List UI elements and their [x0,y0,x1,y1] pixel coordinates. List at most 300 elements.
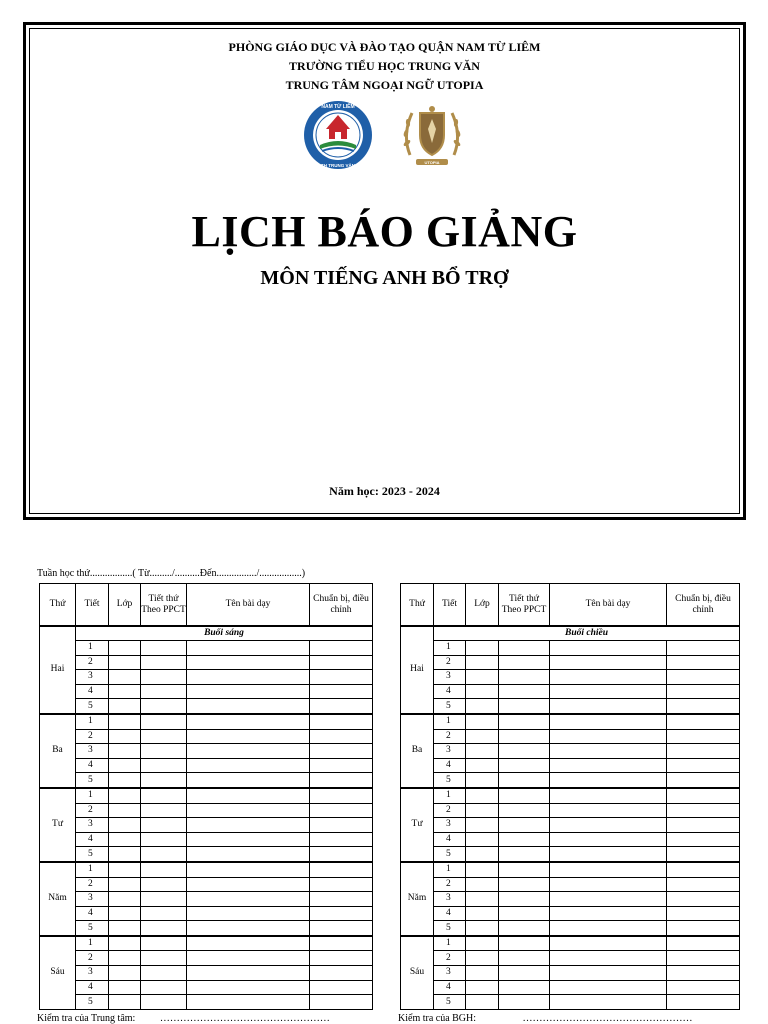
class-cell[interactable] [466,699,499,714]
period-cell: 3 [434,966,466,981]
class-cell[interactable] [466,684,499,699]
notes-cell[interactable] [310,773,373,788]
day-cell: Tư [40,788,76,862]
notes-cell[interactable] [667,641,740,656]
table-row [401,803,740,818]
class-cell[interactable] [466,758,499,773]
lesson-cell[interactable] [187,729,310,744]
notes-cell[interactable] [667,729,740,744]
lesson-cell[interactable] [550,980,667,995]
notes-cell[interactable] [310,699,373,714]
lesson-cell[interactable] [187,684,310,699]
day-cell: Sáu [401,936,434,1009]
lesson-cell[interactable] [550,877,667,892]
lesson-cell[interactable] [550,862,667,877]
ppct-cell[interactable] [499,655,550,670]
ppct-cell[interactable] [499,788,550,803]
session-label: Buổi sáng [76,626,373,641]
lesson-cell[interactable] [550,818,667,833]
table-row [40,684,373,699]
ppct-cell[interactable] [141,803,187,818]
table-row [401,758,740,773]
period-cell: 1 [76,862,109,877]
svg-text:UTOPIA: UTOPIA [423,160,440,165]
class-cell[interactable] [109,921,141,936]
notes-cell[interactable] [667,655,740,670]
period-cell: 3 [76,892,109,907]
class-cell[interactable] [109,744,141,759]
class-cell[interactable] [109,714,141,729]
left-footer [37,1013,330,1024]
ppct-cell[interactable] [499,921,550,936]
table-row [40,936,373,951]
notes-cell[interactable] [310,758,373,773]
table-row [40,832,373,847]
period-cell: 4 [434,832,466,847]
lesson-cell[interactable] [187,773,310,788]
period-cell: 1 [434,862,466,877]
table-row [40,670,373,685]
table-row [401,788,740,803]
class-cell[interactable] [109,966,141,981]
ppct-cell[interactable] [141,995,187,1010]
lesson-cell[interactable] [550,788,667,803]
notes-cell[interactable] [310,877,373,892]
ppct-cell[interactable] [499,818,550,833]
table-row [401,684,740,699]
class-cell[interactable] [109,758,141,773]
class-cell[interactable] [466,788,499,803]
class-cell[interactable] [109,995,141,1010]
ppct-cell[interactable] [499,966,550,981]
table-row [401,892,740,907]
lesson-cell[interactable] [187,655,310,670]
class-cell[interactable] [466,773,499,788]
table-row [401,877,740,892]
ppct-cell[interactable] [499,995,550,1010]
notes-cell[interactable] [310,921,373,936]
lesson-cell[interactable] [187,951,310,966]
period-cell: 3 [434,670,466,685]
period-cell: 5 [434,773,466,788]
morning-schedule-table [39,583,373,1010]
lesson-cell[interactable] [550,670,667,685]
notes-cell[interactable] [667,936,740,951]
column-header: Thứ [401,584,434,627]
lesson-cell[interactable] [187,877,310,892]
class-cell[interactable] [466,966,499,981]
lesson-cell[interactable] [187,862,310,877]
class-cell[interactable] [109,803,141,818]
notes-cell[interactable] [310,714,373,729]
period-cell: 5 [76,921,109,936]
class-cell[interactable] [109,773,141,788]
ppct-cell[interactable] [499,877,550,892]
notes-cell[interactable] [310,670,373,685]
column-header: Tiết thứ Theo PPCT [499,584,550,627]
notes-cell[interactable] [667,980,740,995]
period-cell: 1 [76,788,109,803]
period-cell: 3 [434,744,466,759]
lesson-cell[interactable] [187,966,310,981]
day-cell: Sáu [40,936,76,1009]
table-row [40,744,373,759]
notes-cell[interactable] [667,773,740,788]
ppct-cell[interactable] [499,906,550,921]
ppct-cell[interactable] [499,980,550,995]
ppct-cell[interactable] [141,714,187,729]
ppct-cell[interactable] [499,744,550,759]
class-cell[interactable] [466,892,499,907]
table-row [401,995,740,1010]
table-row [40,788,373,803]
ppct-cell[interactable] [499,699,550,714]
period-cell: 3 [76,966,109,981]
header-line-1: PHÒNG GIÁO DỤC VÀ ĐÀO TẠO QUẬN NAM TỪ LIÊM [228,40,541,54]
period-cell: 5 [434,921,466,936]
notes-cell[interactable] [667,699,740,714]
ppct-cell[interactable] [141,744,187,759]
notes-cell[interactable] [667,966,740,981]
period-cell: 2 [76,729,109,744]
notes-cell[interactable] [667,788,740,803]
notes-cell[interactable] [667,684,740,699]
period-cell: 3 [434,892,466,907]
lesson-cell[interactable] [550,655,667,670]
table-row [401,847,740,862]
table-row [401,906,740,921]
period-cell: 4 [434,758,466,773]
ppct-cell[interactable] [499,847,550,862]
table-row [40,641,373,656]
ppct-cell[interactable] [499,862,550,877]
ppct-cell[interactable] [141,788,187,803]
notes-cell[interactable] [667,877,740,892]
ppct-cell[interactable] [141,862,187,877]
column-header: Thứ [40,584,76,627]
class-cell[interactable] [109,684,141,699]
notes-cell[interactable] [310,951,373,966]
lesson-cell[interactable] [187,758,310,773]
class-cell[interactable] [466,803,499,818]
ppct-cell[interactable] [499,670,550,685]
period-cell: 1 [434,936,466,951]
table-row [40,862,373,877]
header-line-3: TRUNG TÂM NGOẠI NGỮ UTOPIA [285,78,484,92]
class-cell[interactable] [109,699,141,714]
day-cell: Năm [40,862,76,936]
lesson-cell[interactable] [550,729,667,744]
lesson-cell[interactable] [550,892,667,907]
class-cell[interactable] [466,995,499,1010]
notes-cell[interactable] [667,714,740,729]
period-cell: 4 [434,906,466,921]
cover-inner-frame [29,28,740,514]
notes-cell[interactable] [667,862,740,877]
notes-cell[interactable] [667,951,740,966]
notes-cell[interactable] [310,995,373,1010]
utopia-logo [396,99,468,171]
class-cell[interactable] [109,847,141,862]
class-cell[interactable] [466,641,499,656]
column-header: Chuẩn bị, điều chỉnh [310,584,373,627]
period-cell: 1 [76,714,109,729]
table-row [401,744,740,759]
lesson-cell[interactable] [550,995,667,1010]
lesson-cell[interactable] [187,818,310,833]
notes-cell[interactable] [310,729,373,744]
class-cell[interactable] [466,906,499,921]
ppct-cell[interactable] [499,773,550,788]
notes-cell[interactable] [667,744,740,759]
period-cell: 1 [434,714,466,729]
period-cell: 2 [76,877,109,892]
notes-cell[interactable] [310,803,373,818]
table-row [401,921,740,936]
class-cell[interactable] [466,847,499,862]
class-cell[interactable] [109,788,141,803]
period-cell: 4 [434,684,466,699]
notes-cell[interactable] [667,818,740,833]
ppct-cell[interactable] [141,936,187,951]
table-row [401,832,740,847]
day-cell: Hai [40,626,76,714]
notes-cell[interactable] [310,862,373,877]
class-cell[interactable] [466,936,499,951]
logo-row [30,99,739,171]
notes-cell[interactable] [310,818,373,833]
table-row [401,699,740,714]
notes-cell[interactable] [667,906,740,921]
notes-cell[interactable] [667,670,740,685]
lesson-cell[interactable] [187,892,310,907]
class-cell[interactable] [466,729,499,744]
notes-cell[interactable] [310,980,373,995]
notes-cell[interactable] [310,788,373,803]
column-header: Tiết thứ Theo PPCT [141,584,187,627]
lesson-cell[interactable] [550,966,667,981]
lesson-cell[interactable] [550,758,667,773]
ppct-cell[interactable] [499,892,550,907]
class-cell[interactable] [109,832,141,847]
lesson-cell[interactable] [550,832,667,847]
notes-cell[interactable] [667,758,740,773]
ppct-cell[interactable] [141,670,187,685]
notes-cell[interactable] [310,936,373,951]
notes-cell[interactable] [667,892,740,907]
lesson-cell[interactable] [550,684,667,699]
class-cell[interactable] [109,818,141,833]
table-row [401,936,740,951]
class-cell[interactable] [466,744,499,759]
lesson-cell[interactable] [550,847,667,862]
lesson-cell[interactable] [550,951,667,966]
lesson-cell[interactable] [550,744,667,759]
class-cell[interactable] [466,832,499,847]
lesson-cell[interactable] [187,995,310,1010]
lesson-cell[interactable] [187,980,310,995]
table-row [401,980,740,995]
ppct-cell[interactable] [141,684,187,699]
ppct-cell[interactable] [141,729,187,744]
svg-text:NAM TỪ LIÊM: NAM TỪ LIÊM [320,104,355,110]
school-year: Năm học: 2023 - 2024 [329,484,440,498]
ppct-cell[interactable] [499,714,550,729]
period-cell: 3 [76,744,109,759]
class-cell[interactable] [109,980,141,995]
ppct-cell[interactable] [141,951,187,966]
ppct-cell[interactable] [141,655,187,670]
ppct-cell[interactable] [141,699,187,714]
page-title: LỊCH BÁO GIẢNG [191,207,578,256]
period-cell: 5 [434,995,466,1010]
period-cell: 3 [76,670,109,685]
class-cell[interactable] [466,862,499,877]
table-row [40,921,373,936]
header-row [401,584,740,627]
table-row [40,699,373,714]
period-cell: 1 [76,936,109,951]
ppct-cell[interactable] [141,892,187,907]
table-row [40,906,373,921]
ppct-cell[interactable] [499,684,550,699]
class-cell[interactable] [109,670,141,685]
ppct-cell[interactable] [499,641,550,656]
class-cell[interactable] [466,980,499,995]
ppct-cell[interactable] [141,877,187,892]
ppct-cell[interactable] [141,906,187,921]
lesson-cell[interactable] [187,906,310,921]
period-cell: 1 [434,788,466,803]
period-cell: 5 [76,773,109,788]
lesson-cell[interactable] [550,803,667,818]
class-cell[interactable] [466,670,499,685]
lesson-cell[interactable] [187,744,310,759]
lesson-cell[interactable] [550,641,667,656]
notes-cell[interactable] [310,641,373,656]
lesson-cell[interactable] [550,773,667,788]
period-cell: 3 [76,818,109,833]
class-cell[interactable] [466,921,499,936]
ppct-cell[interactable] [499,832,550,847]
header-row [40,584,373,627]
notes-cell[interactable] [667,803,740,818]
lesson-cell[interactable] [187,803,310,818]
right-footer-label: Kiểm tra của BGH: [398,1013,477,1024]
notes-cell[interactable] [667,995,740,1010]
ppct-cell[interactable] [499,951,550,966]
ppct-cell[interactable] [141,966,187,981]
class-cell[interactable] [109,729,141,744]
ppct-cell[interactable] [141,758,187,773]
ppct-cell[interactable] [499,729,550,744]
notes-cell[interactable] [667,832,740,847]
week-line: Tuần học thứ.................( Từ........./..........Đến................/.................) [37,568,306,579]
class-cell[interactable] [109,655,141,670]
lesson-cell[interactable] [187,788,310,803]
lesson-cell[interactable] [550,936,667,951]
notes-cell[interactable] [667,921,740,936]
notes-cell[interactable] [310,892,373,907]
table-row [401,951,740,966]
table-row [401,641,740,656]
class-cell[interactable] [466,818,499,833]
notes-cell[interactable] [667,847,740,862]
class-cell[interactable] [109,892,141,907]
table-row [40,995,373,1010]
period-cell: 4 [76,758,109,773]
period-cell: 3 [434,818,466,833]
ppct-cell[interactable] [141,980,187,995]
lesson-cell[interactable] [187,936,310,951]
lesson-cell[interactable] [550,906,667,921]
lesson-cell[interactable] [550,699,667,714]
lesson-cell[interactable] [187,699,310,714]
ppct-cell[interactable] [141,818,187,833]
period-cell: 4 [76,906,109,921]
lesson-cell[interactable] [187,847,310,862]
notes-cell[interactable] [310,684,373,699]
class-cell[interactable] [109,641,141,656]
column-header: Lớp [109,584,141,627]
period-cell: 5 [434,847,466,862]
class-cell[interactable] [109,877,141,892]
notes-cell[interactable] [310,966,373,981]
ppct-cell[interactable] [141,921,187,936]
lesson-cell[interactable] [550,714,667,729]
ppct-cell[interactable] [499,758,550,773]
period-cell: 2 [76,655,109,670]
table-row [40,966,373,981]
ppct-cell[interactable] [499,803,550,818]
table-row [401,966,740,981]
class-cell[interactable] [109,936,141,951]
class-cell[interactable] [109,862,141,877]
class-cell[interactable] [109,951,141,966]
lesson-cell[interactable] [187,641,310,656]
table-row [40,818,373,833]
period-cell: 4 [434,980,466,995]
notes-cell[interactable] [310,847,373,862]
class-cell[interactable] [466,951,499,966]
period-cell: 2 [76,951,109,966]
lesson-cell[interactable] [187,921,310,936]
right-footer-dots: …………………………………………… [522,1013,693,1024]
table-row [40,758,373,773]
lesson-cell[interactable] [187,832,310,847]
notes-cell[interactable] [310,655,373,670]
class-cell[interactable] [466,714,499,729]
header-line-2: TRƯỜNG TIỂU HỌC TRUNG VĂN [289,59,480,73]
ppct-cell[interactable] [141,641,187,656]
notes-cell[interactable] [310,744,373,759]
class-cell[interactable] [109,906,141,921]
lesson-cell[interactable] [187,670,310,685]
notes-cell[interactable] [310,832,373,847]
ppct-cell[interactable] [141,847,187,862]
class-cell[interactable] [466,655,499,670]
period-cell: 2 [434,655,466,670]
lesson-cell[interactable] [187,714,310,729]
table-row [40,877,373,892]
lesson-cell[interactable] [550,921,667,936]
notes-cell[interactable] [310,906,373,921]
class-cell[interactable] [466,877,499,892]
ppct-cell[interactable] [141,773,187,788]
column-header: Tên bài dạy [187,584,310,627]
ppct-cell[interactable] [499,936,550,951]
ppct-cell[interactable] [141,832,187,847]
